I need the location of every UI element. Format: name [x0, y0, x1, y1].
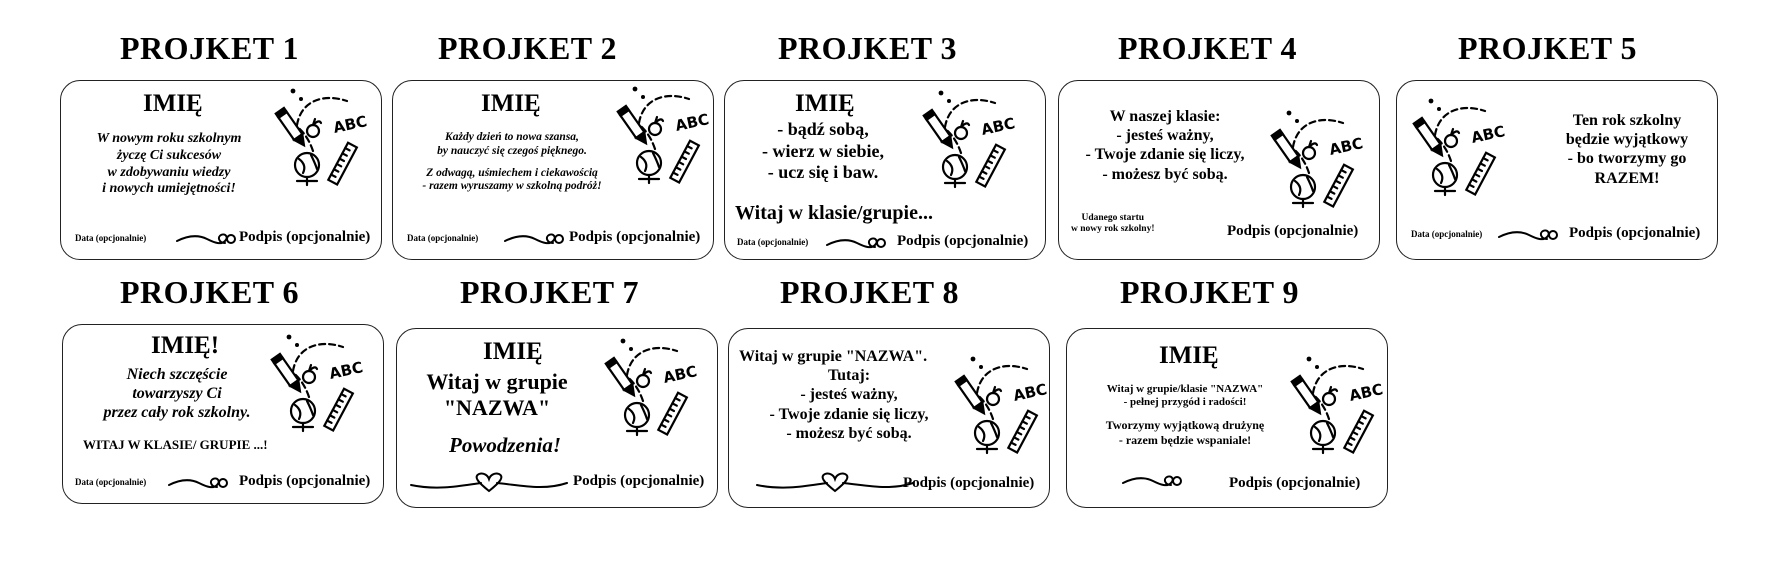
school-supplies-icon: [921, 87, 1021, 197]
project-9-title: PROJKET 9: [1120, 274, 1300, 310]
card-message: Ten rok szkolny będzie wyjątkowy - bo tworzymy go RAZEM!: [1565, 112, 1689, 187]
school-supplies-icon: [1269, 107, 1369, 217]
signature-label: Podpis (opcjonalnie): [903, 475, 1035, 491]
school-supplies-icon: [615, 83, 715, 193]
svg-text:ABC: ABC: [1011, 380, 1049, 405]
school-supplies-icon: [953, 353, 1053, 463]
welcome-text: WITAJ W KLASIE/ GRUPIE ...!: [83, 437, 268, 452]
card-name: IMIĘ: [1159, 342, 1219, 369]
project-6-card[interactable]: [62, 324, 384, 504]
project-7-card[interactable]: [396, 328, 718, 508]
card-name: IMIĘ: [143, 90, 203, 117]
school-supplies-icon: [1289, 353, 1389, 463]
project-5-card[interactable]: [1396, 80, 1718, 260]
school-supplies-icon: [273, 85, 373, 195]
swirl-divider-icon: [503, 227, 565, 251]
school-supplies-icon: [269, 331, 369, 441]
card-name: IMIĘ: [483, 338, 543, 365]
project-3-card[interactable]: [724, 80, 1046, 260]
svg-text:ABC: ABC: [661, 362, 699, 387]
project-2-title: PROJKET 2: [438, 30, 618, 66]
project-4-title: PROJKET 4: [1118, 30, 1298, 66]
wish-text: Powodzenia!: [449, 433, 562, 457]
project-1-card[interactable]: [60, 80, 382, 260]
svg-text:ABC: ABC: [331, 112, 369, 137]
card-message: Każdy dzień to nowa szansa, by nauczyć się czegoś pięknego. Z odwagą, uśmiechem i ciekawością - razem wyruszamy w szkolną podróż!: [422, 131, 602, 193]
project-2-card[interactable]: [392, 80, 714, 260]
card-name: IMIĘ!: [151, 332, 220, 359]
project-9-card[interactable]: [1066, 328, 1388, 508]
card-message: Niech szczęście towarzyszy Ci przez cały rok szkolny.: [103, 366, 251, 422]
project-6-title: PROJKET 6: [120, 274, 300, 310]
project-5-title: PROJKET 5: [1458, 30, 1638, 66]
start-wish: Udanego startu w nowy rok szkolny!: [1071, 213, 1155, 235]
heart-divider-icon: [409, 469, 569, 495]
svg-text:ABC: ABC: [673, 110, 711, 135]
card-message: Witaj w grupie "NAZWA". Tutaj: - jesteś ważny, - Twoje zdanie się liczy, - możesz być sobą.: [739, 348, 929, 442]
swirl-divider-icon: [1121, 469, 1183, 493]
swirl-divider-icon: [167, 471, 229, 495]
card-message: W naszej klasie: - jesteś ważny, - Twoje zdanie się liczy, - możesz być sobą.: [1085, 108, 1245, 183]
project-1-title: PROJKET 1: [120, 30, 300, 66]
signature-label: Podpis (opcjonalnie): [239, 473, 371, 489]
swirl-divider-icon: [1497, 223, 1559, 247]
school-supplies-icon: [603, 335, 703, 445]
signature-label: Podpis (opcjonalnie): [573, 473, 705, 489]
swirl-divider-icon: [175, 227, 237, 251]
project-3-title: PROJKET 3: [778, 30, 958, 66]
card-message: - bądź sobą, - wierz w siebie, - ucz się i baw.: [762, 119, 884, 183]
svg-text:ABC: ABC: [1469, 122, 1507, 147]
date-label: Data (opcjonalnie): [407, 233, 479, 243]
card-name: IMIĘ: [481, 90, 541, 117]
date-label: Data (opcjonalnie): [737, 237, 809, 247]
svg-text:ABC: ABC: [979, 114, 1017, 139]
signature-label: Podpis (opcjonalnie): [1227, 223, 1359, 239]
signature-label: Podpis (opcjonalnie): [1569, 225, 1701, 241]
signature-label: Podpis (opcjonalnie): [239, 229, 371, 245]
svg-text:ABC: ABC: [1347, 380, 1385, 405]
project-8-title: PROJKET 8: [780, 274, 960, 310]
card-message: Witaj w grupie "NAZWA": [426, 369, 568, 421]
welcome-text: Witaj w klasie/grupie...: [735, 202, 933, 224]
signature-label: Podpis (opcjonalnie): [897, 233, 1029, 249]
card-name: IMIĘ: [795, 90, 855, 117]
swirl-divider-icon: [825, 231, 887, 255]
card-message: Witaj w grupie/klasie "NAZWA" - pełnej przygód i radości! Tworzymy wyjątkową drużynę - razem będzie wspaniale!: [1105, 383, 1265, 447]
school-supplies-icon: [1411, 95, 1511, 205]
date-label: Data (opcjonalnie): [1411, 229, 1483, 239]
date-label: Data (opcjonalnie): [75, 477, 147, 487]
heart-divider-icon: [755, 469, 915, 495]
svg-text:ABC: ABC: [1327, 134, 1365, 159]
svg-text:ABC: ABC: [327, 358, 365, 383]
project-7-title: PROJKET 7: [460, 274, 640, 310]
signature-label: Podpis (opcjonalnie): [1229, 475, 1361, 491]
project-4-card[interactable]: [1058, 80, 1380, 260]
project-8-card[interactable]: [728, 328, 1050, 508]
date-label: Data (opcjonalnie): [75, 233, 147, 243]
signature-label: Podpis (opcjonalnie): [569, 229, 701, 245]
card-message: W nowym roku szkolnym życzę Ci sukcesów w zdobywaniu wiedzy i nowych umiejętności!: [96, 131, 242, 197]
